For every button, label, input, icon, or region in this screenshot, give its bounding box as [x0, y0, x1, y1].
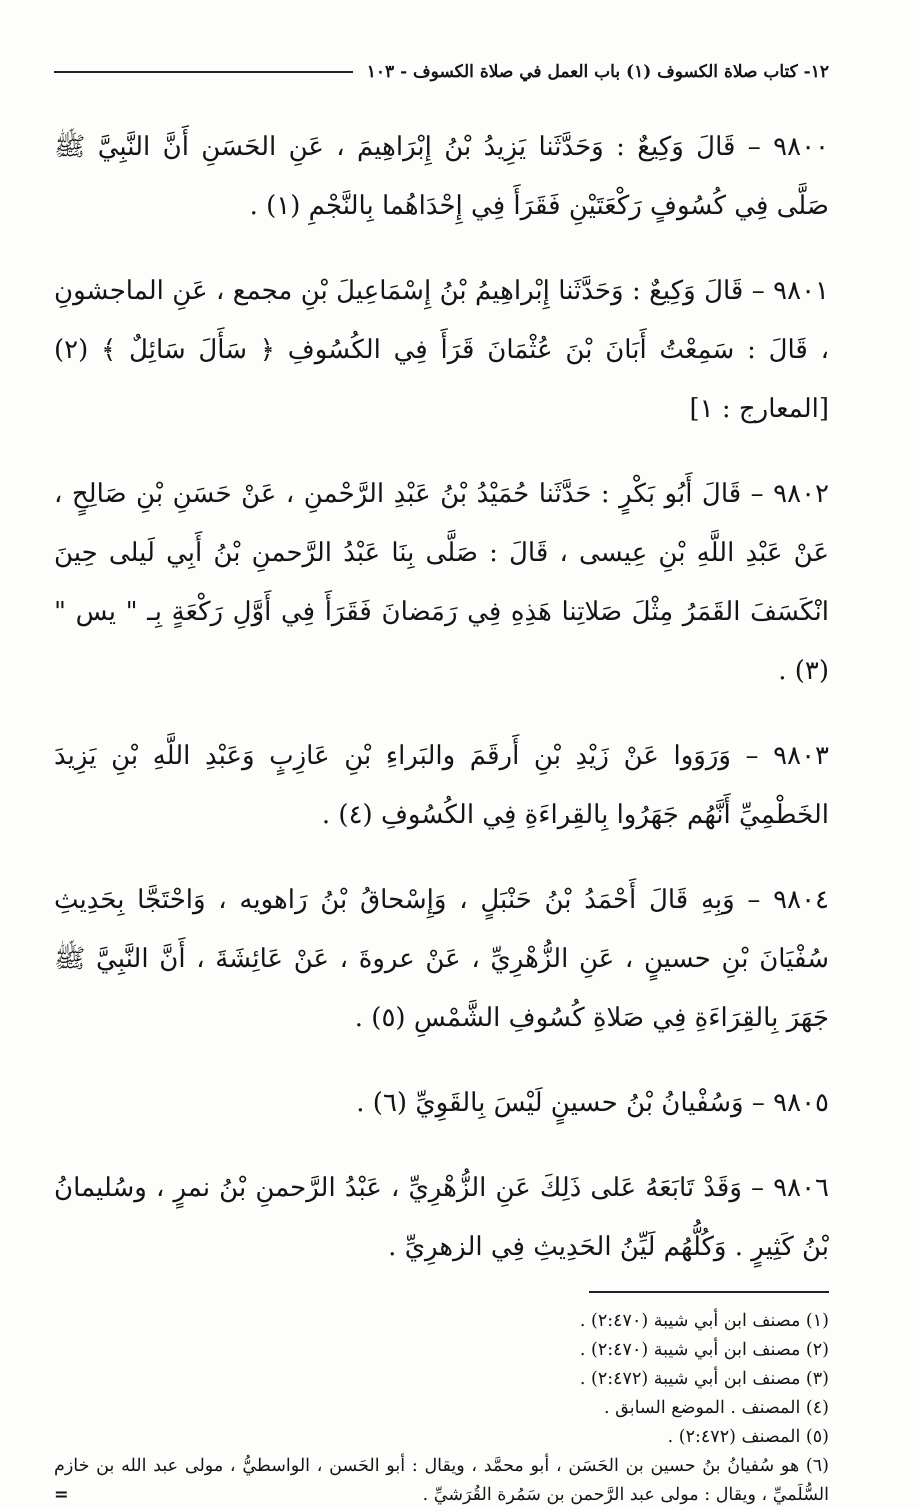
hadith-9803: ٩٨٠٣ – وَرَوَوا عَنْ زَيْدِ بْنِ أَرقَمَ والبَراءِ بْنِ عَازِبٍ وَعَبْدِ اللَّهِ بْنِ يَزِيدَ الخَطْمِيِّ أَنَّهُم جَهَرُوا بِالقِراءَةِ فِي الكُسُوفِ (٤) .: [54, 741, 829, 830]
page: [54, 52, 830, 1505]
footnote-6: (٦) هو سُفيانُ بنُ حسين بن الحَسَن ، أبو محمَّد ، ويقال : أبو الحَسن ، الواسطيُّ ، مولى عبد الله بن خازم السُّلَميِّ ، ويقال : مولى عبد الرَّحمن بن سَمُرة القُرَشيِّ .: [54, 1456, 829, 1505]
footnote-3: (٣) مصنف ابن أبي شيبة (٢:٤٧٢) .: [579, 1369, 829, 1389]
footnote-5: (٥) المصنف (٢:٤٧٢) .: [667, 1427, 829, 1447]
hadith-9806: ٩٨٠٦ – وَقَدْ تَابَعَهُ عَلى ذَلِكَ عَنِ الزُّهْرِيِّ ، عَبْدُ الرَّحمنِ بْنُ نمرٍ ، وسُليمانُ بْنُ كَثِيرٍ . وَكُلُّهُم لَيِّنُ الحَدِيثِ فِي الزهرِيِّ .: [54, 1173, 830, 1262]
footnote-2: (٢) مصنف ابن أبي شيبة (٢:٤٧٠) .: [579, 1340, 829, 1360]
hadith-9805: ٩٨٠٥ – وَسُفْيانُ بْنُ حسينٍ لَيْسَ بِالقَوِيِّ (٦) .: [356, 1088, 829, 1118]
hadith-list: [54, 118, 829, 1277]
hadith-9802: ٩٨٠٢ – قَالَ أَبُو بَكْرٍ : حَدَّثَنا حُمَيْدُ بْنُ عَبْدِ الرَّحْمنِ ، عَنْ حَسَنِ بْنِ صَالِحٍ ، عَنْ عَبْدِ اللَّهِ بْنِ عِيسى ، قَالَ : صَلَّى بِنَا عَبْدُ الرَّحمنِ بْنُ أَبِي لَيلى حِينَ انْكَسَفَ القَمَرُ مِثْلَ صَلاتِنا هَذِهِ فِي رَمَضانَ فَقَرَأَ فِي أَوَّلِ رَكْعَةٍ بِـ " يس " (٣) .: [54, 479, 829, 686]
hadith-9804: ٩٨٠٤ – وَبِهِ قَالَ أَحْمَدُ بْنُ حَنْبَلٍ ، وَإِسْحاقُ بْنُ رَاهويه ، وَاحْتَجَّا بِحَدِيثِ سُفْيَانَ بْنِ حسينٍ ، عَنِ الزُّهْرِيِّ ، عَنْ عروةَ ، عَنْ عَائِشَةَ ، أَنَّ النَّبِيَّ ﷺ جَهَرَ بِالقِرَاءَةِ فِي صَلاةِ كُسُوفِ الشَّمْسِ (٥) .: [54, 885, 829, 1033]
running-header: [54, 52, 829, 92]
hadith-9800: ٩٨٠٠ – قَالَ وَكِيعٌ : وَحَدَّثَنا يَزِيدُ بْنُ إِبْرَاهِيمَ ، عَنِ الحَسَنِ أَنَّ النَّبِيَّ ﷺ صَلَّى فِي كُسُوفٍ رَكْعَتَيْنِ فَقَرَأَ فِي إِحْدَاهُما بِالنَّجْمِ (١) .: [54, 132, 829, 221]
footnote-separator: [589, 1291, 829, 1293]
hadith-9801: ٩٨٠١ – قَالَ وَكِيعٌ : وَحَدَّثَنا إِبْراهِيمُ بْنُ إِسْمَاعِيلَ بْنِ مجمع ، عَنِ الماجشونِ ، قَالَ : سَمِعْتُ أَبَانَ بْنَ عُثْمَانَ قَرَأَ فِي الكُسُوفِ ﴿ سَأَلَ سَائِلٌ ﴾ (٢) [المعارج : ١]: [54, 276, 829, 424]
footnote-1: (١) مصنف ابن أبي شيبة (٢:٤٧٠) .: [579, 1311, 829, 1331]
continuation-mark: =: [54, 1485, 69, 1505]
header-rule: [54, 71, 353, 73]
footnote-4: (٤) المصنف . الموضع السابق .: [603, 1398, 829, 1418]
footnotes: [54, 1307, 829, 1510]
header-title: ١٢- كتاب صلاة الكسوف (١) باب العمل في صلاة الكسوف - ١٠٣: [366, 62, 829, 82]
